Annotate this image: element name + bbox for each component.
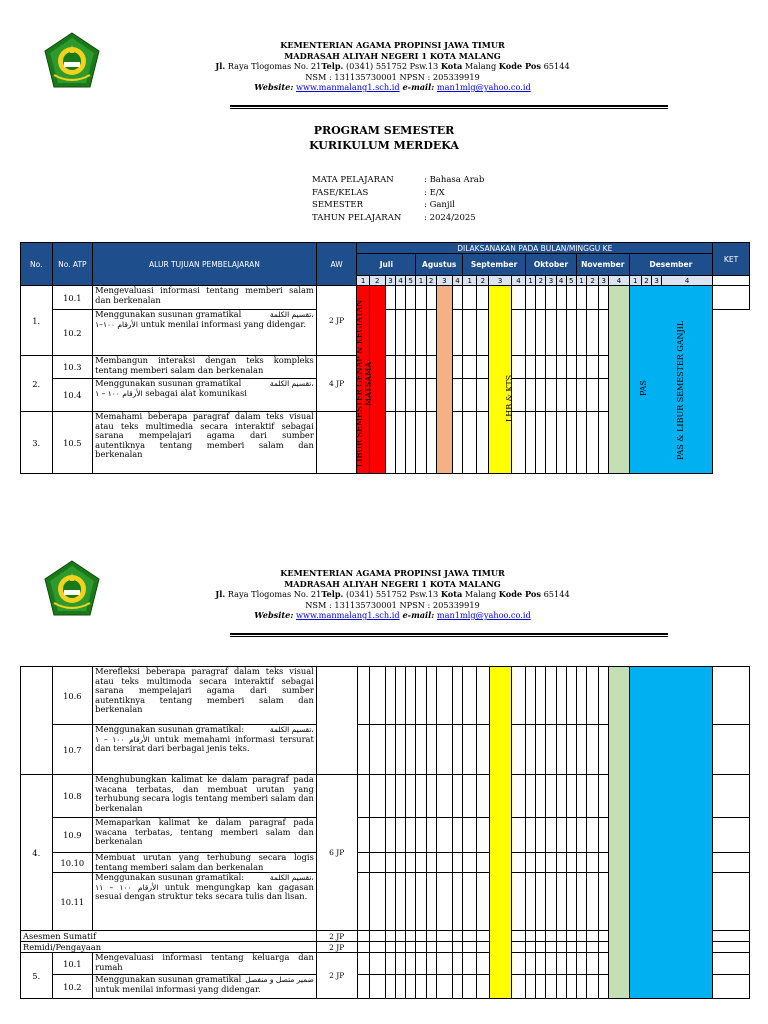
school-name: MADRASAH ALIYAH NEGERI 1 KOTA MALANG — [284, 50, 501, 61]
meta-semester: SEMESTER : Ganjil — [312, 200, 455, 210]
week-num: 4 — [396, 276, 406, 286]
week-num: 1 — [526, 276, 536, 286]
week-num: 4 — [556, 276, 566, 286]
meta-year: TAHUN PELAJARAN : 2024/2025 — [312, 212, 476, 223]
month-agustus: Agustus — [416, 254, 463, 276]
week-num: 3 — [546, 276, 556, 286]
table-row: Remidi/Pengayaan 2 JP — [21, 942, 750, 953]
kemenag-logo-icon — [42, 559, 102, 619]
header-rule-thin — [230, 636, 668, 637]
table-row: 10.4 Menggunakan susunan gramatikal تقسيم الكلمة، الأرقام ١٠٠ – ١ sebagai alat komunikasi — [21, 379, 750, 412]
pas-libur-label: PAS & LIBUR SEMESTER GANJIL — [676, 320, 685, 461]
month-oktober: Oktober — [526, 254, 577, 276]
meta-phase: FASE/KELAS : E/X — [312, 187, 445, 198]
website-link[interactable]: www.manmalang1.sch.id — [296, 610, 400, 620]
lhb-label: LHB & KTS — [505, 374, 514, 422]
week-num: 2 — [641, 276, 651, 286]
col-ket: KET — [713, 243, 750, 276]
week-num: 3 — [489, 276, 511, 286]
table-row: 10.11 Menggunakan susunan gramatikal: تقسيم الكلمة، الأرقام ١٠٠ – ١١ untuk mengungkap kan gagasan sesuai dengan struktur teks secara tulis dan lisan. — [21, 873, 750, 931]
week-num: 1 — [463, 276, 477, 286]
month-desember: Desember — [629, 254, 712, 276]
header-rule — [230, 633, 668, 635]
month-juli: Juli — [357, 254, 416, 276]
week-num: 1 — [629, 276, 641, 286]
month-november: November — [576, 254, 629, 276]
table-row: 10.10 Membuat urutan yang terhubung secara logis tentang memberi salam dan berkenalan — [21, 853, 750, 873]
week-num: 4 — [452, 276, 462, 286]
kemenag-logo-icon — [42, 31, 102, 91]
email-link[interactable]: man1mlg@yahoo.co.id — [436, 82, 531, 92]
col-dilaksanakan: DILAKSANAKAN PADA BULAN/MINGGU KE — [357, 243, 713, 254]
week-num: 3 — [436, 276, 452, 286]
table-row: 2. 10.3 Membangun interaksi dengan teks kompleks tentang memberi salam dan berkenalan 4 JP — [21, 356, 750, 379]
week-num: 5 — [566, 276, 576, 286]
table-row: 3. 10.5 Memahami beberapa paragraf dalam teks visual atau teks multimedia secara interaktif sebagai sarana mempelajari agama dari sumber autentiknya tentang memberi salam dan berkenalan — [21, 412, 750, 474]
libur-label: LIBUR SEMESTER GENAP & KEGIATAN MATSAMA — [355, 299, 373, 468]
week-num: 4 — [662, 276, 713, 286]
week-num: 4 — [511, 276, 525, 286]
nsm-line: NSM : 131135730001 NPSN : 205339919 — [305, 71, 480, 82]
week-num: 1 — [357, 276, 369, 286]
week-num: 2 — [587, 276, 599, 286]
pas-label: PAS — [639, 380, 648, 396]
header-rule — [230, 105, 668, 107]
week-num: 2 — [426, 276, 436, 286]
table-row: 1. 10.1 Mengevaluasi informasi tentang memberi salam dan berkenalan 2 JP — [21, 286, 750, 310]
week-num: 4 — [609, 276, 629, 286]
website-line: Website: www.manmalang1.sch.id e-mail: man1mlg@yahoo.co.id — [254, 82, 531, 92]
ministry-name: KEMENTERIAN AGAMA PROPINSI JAWA TIMUR — [280, 40, 505, 50]
address-line: Jl. Raya Tlogomas No. 21Telp. (0341) 551752 Psw.13 Kota Malang Kode Pos 65144 — [215, 61, 570, 71]
semester-table-page-1 — [20, 242, 750, 474]
week-num: 2 — [477, 276, 489, 286]
meta-subject: MATA PELAJARAN : Bahasa Arab — [312, 175, 485, 185]
table-row: Asesmen Sumatif 2 JP — [21, 931, 750, 942]
table-row: 10.6 Merefleksi beberapa paragraf dalam teks visual atau teks multimoda secara interaktif sebagai sarana mempelajari agama dari sumber autentiknya tentang memberi salam dan berkenalan — [21, 667, 750, 725]
table-row: 5. 10.1 Mengevaluasi informasi tentang keluarga dan rumah 2 JP — [21, 953, 750, 975]
page-2 — [0, 556, 768, 1024]
table-row: 10.2 Menggunakan susunan gramatikal ضمير متصل و منفصل untuk menilai informasi yang didengar. — [21, 975, 750, 999]
meta-block — [312, 174, 484, 224]
email-link[interactable]: man1mlg@yahoo.co.id — [436, 610, 531, 620]
table-row: 10.2 Menggunakan susunan gramatikal تقسيم الكلمة، الأرقام ١٠٠–١ untuk menilai informasi yang didengar. — [21, 310, 750, 356]
week-num: 3 — [599, 276, 609, 286]
letterhead-text — [215, 40, 570, 93]
website-link[interactable]: www.manmalang1.sch.id — [296, 82, 400, 92]
col-aw: AW — [316, 243, 357, 286]
week-num: 1 — [576, 276, 586, 286]
week-num: 2 — [369, 276, 385, 286]
letterhead — [0, 556, 768, 636]
week-num: 3 — [385, 276, 395, 286]
week-num: 5 — [406, 276, 416, 286]
week-num: 2 — [536, 276, 546, 286]
header-rule-thin — [230, 108, 668, 109]
col-no: No. — [21, 243, 53, 286]
page-1 — [0, 28, 768, 498]
pas-band — [609, 286, 629, 474]
table-row: 4. 10.8 Menghubungkan kalimat ke dalam paragraf pada wacana terbatas, dan membuat urutan yang terhubung secara logis tentang memberi salam dan berkenalan 6 JP — [21, 775, 750, 818]
table-row: 10.9 Memaparkan kalimat ke dalam paragraf pada wacana terbatas, tentang memberi salam dan berkenalan — [21, 818, 750, 853]
letterhead — [0, 28, 768, 108]
semester-table-page-2 — [20, 666, 750, 999]
table-row: 10.7 Menggunakan susunan gramatikal: تقسيم الكلمة، الأرقام ١٠٠ – ١ untuk memahami informasi tersurat dan tersirat dari berbagai jenis teks. — [21, 725, 750, 775]
col-no-atp: No. ATP — [52, 243, 93, 286]
month-september: September — [463, 254, 526, 276]
letterhead-text: KEMENTERIAN AGAMA PROPINSI JAWA TIMUR MADRASAH ALIYAH NEGERI 1 KOTA MALANG Jl. Raya Tlogomas No. 21Telp. (0341) 551752 Psw.13 Kota Malang Kode Pos 65144 NSM : 131135730001 NPSN : 205339919 Website: www.manmalang1.sch.id e-mail: man1mlg@yahoo.co.id — [215, 568, 570, 620]
week-num: 3 — [652, 276, 662, 286]
week-num: 1 — [416, 276, 426, 286]
document-title: PROGRAM SEMESTER KURIKULUM MERDEKA — [309, 124, 459, 152]
col-atp: ALUR TUJUAN PEMBELAJARAN — [93, 243, 317, 286]
